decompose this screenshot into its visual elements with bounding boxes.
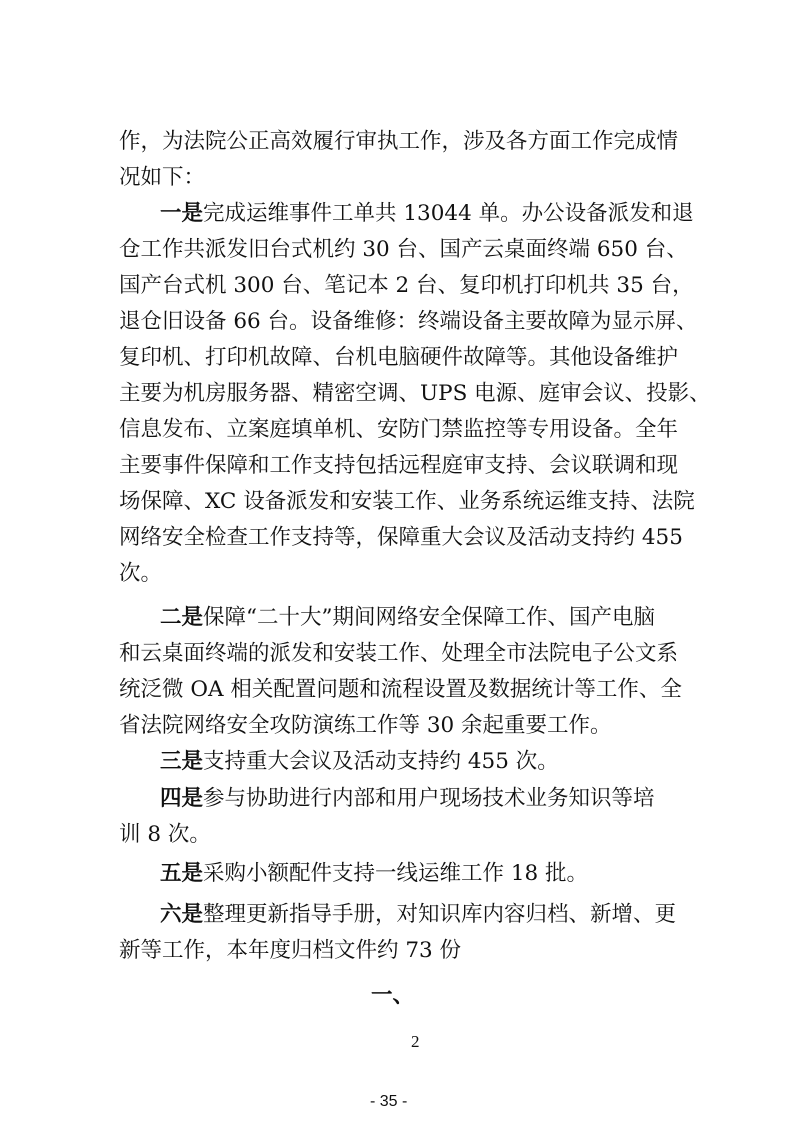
paragraph-line: 次。	[119, 561, 163, 586]
paragraph-line: 场保障、XC 设备派发和安装工作、业务系统运维支持、法院	[119, 489, 695, 514]
paragraph-text: 支持重大会议及活动支持约 455 次。	[203, 749, 559, 774]
inner-page-number: 2	[411, 1032, 420, 1051]
paragraph-line: 况如下：	[119, 165, 206, 190]
paragraph-text: 参与协助进行内部和用户现场技术业务知识等培	[203, 786, 655, 811]
paragraph-line: 主要事件保障和工作支持包括远程庭审支持、会议联调和现	[119, 453, 679, 478]
paragraph-line	[160, 786, 655, 812]
paragraph-line: 复印机、打印机故障、台机电脑硬件故障等。其他设备维护	[119, 345, 679, 370]
paragraph-text: 采购小额配件支持一线运维工作 18 批。	[203, 861, 589, 886]
page-number: - 35 -	[370, 1093, 408, 1110]
paragraph-line	[160, 902, 676, 928]
item-label-four: 四是	[160, 786, 204, 811]
paragraph-line: 退仓旧设备 66 台。设备维修：终端设备主要故障为显示屏、	[119, 309, 698, 334]
paragraph-line: 省法院网络安全攻防演练工作等 30 余起重要工作。	[119, 713, 612, 738]
section-heading: 一、	[371, 983, 415, 1008]
paragraph-line: 信息发布、立案庭填单机、安防门禁监控等专用设备。全年	[119, 417, 679, 442]
item-label-three: 三是	[160, 749, 204, 774]
item-label-six: 六是	[160, 902, 204, 927]
paragraph-text: 保障“二十大”期间网络安全保障工作、国产电脑	[203, 605, 656, 630]
item-label-five: 五是	[160, 861, 204, 886]
paragraph-line	[160, 861, 588, 887]
paragraph-line	[160, 605, 655, 631]
paragraph-line: 训 8 次。	[119, 822, 211, 847]
item-label-one: 一是	[160, 201, 204, 226]
paragraph-text: 整理更新指导手册，对知识库内容归档、新增、更	[203, 902, 677, 927]
paragraph-line: 网络安全检查工作支持等，保障重大会议及活动支持约 455	[119, 525, 683, 550]
paragraph-line: 仓工作共派发旧台式机约 30 台、国产云桌面终端 650 台、	[119, 237, 688, 262]
paragraph-line: 统泛微 OA 相关配置问题和流程设置及数据统计等工作、全	[119, 677, 682, 702]
paragraph-line	[160, 201, 694, 227]
paragraph-line: 和云桌面终端的派发和安装工作、处理全市法院电子公文系	[119, 641, 679, 666]
paragraph-line: 新等工作，本年度归档文件约 73 份	[119, 938, 462, 963]
paragraph-line: 作，为法院公正高效履行审执工作，涉及各方面工作完成情	[119, 129, 679, 154]
paragraph-line: 国产台式机 300 台、笔记本 2 台、复印机打印机共 35 台，	[119, 273, 694, 298]
paragraph-line	[160, 749, 559, 775]
paragraph-text: 完成运维事件工单共 13044 单。办公设备派发和退	[203, 201, 694, 226]
item-label-two: 二是	[160, 605, 204, 630]
paragraph-line: 主要为机房服务器、精密空调、UPS 电源、庭审会议、投影、	[119, 381, 711, 406]
